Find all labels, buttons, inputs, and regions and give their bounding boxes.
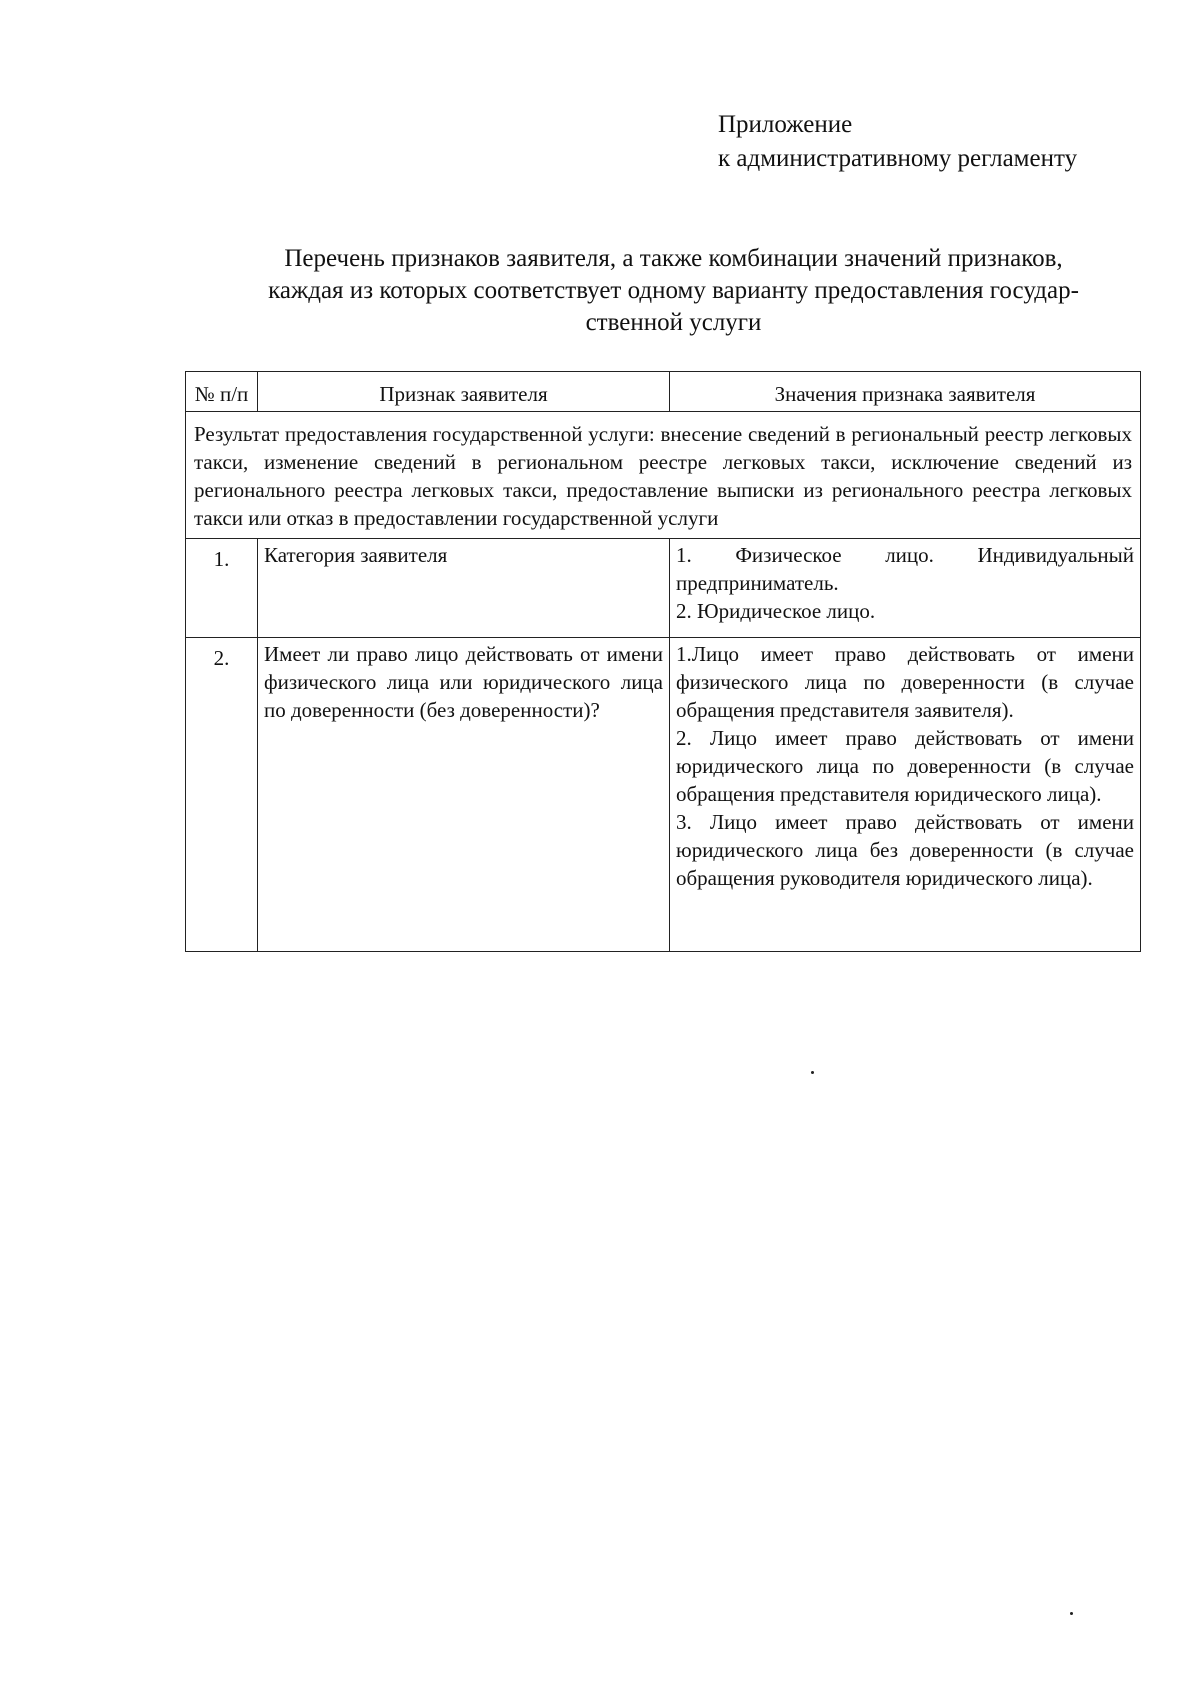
criteria-table [185,371,1141,952]
result-row [186,412,1141,539]
table-row [186,638,1141,952]
header-number: № п/п [186,372,258,412]
scan-speck [811,1071,814,1074]
row-number: 2. [186,638,258,952]
document-heading [205,243,1142,339]
heading-line-3: ственной услуги [585,309,762,336]
heading-line-1: Перечень признаков заявителя, а также комбинации значений признаков, [284,245,1063,272]
row-attribute: Имеет ли право лицо действовать от имени физического лица или юридического лица по доверенности (без доверенности)? [258,638,670,952]
row-values [670,638,1141,952]
appendix-title: Приложение [718,111,853,138]
scan-speck [1070,1612,1073,1615]
header-attribute: Признак заявителя [258,372,670,412]
value-item: 2. Юридическое лицо. [676,599,876,623]
header-values: Значения признака заявителя [670,372,1141,412]
value-item: 2. Лицо имеет право действовать от имени юридического лица по доверенности (в случае обращения представителя юридического лица). [676,726,1134,806]
value-item: 1. Физическое лицо. Индивидуальный предприниматель. [676,543,1134,595]
appendix-label [718,108,1077,176]
row-attribute: Категория заявителя [258,539,670,638]
value-item: 3. Лицо имеет право действовать от имени юридического лица без доверенности (в случае обращения руководителя юридического лица). [676,810,1134,890]
heading-line-2: каждая из которых соответствует одному варианту предоставления государ- [268,277,1079,304]
result-cell: Результат предоставления государственной услуги: внесение сведений в региональный реестр легковых такси, изменение сведений в региональном реестре легковых такси, исключение сведений из регионального реестра легковых такси, предоставление выписки из регионального реестра легковых такси или отказ в предоставлении государственной услуги [186,412,1141,539]
table-row [186,539,1141,638]
value-item: 1.Лицо имеет право действовать от имени физического лица по доверенности (в случае обращения представителя заявителя). [676,642,1134,722]
row-values [670,539,1141,638]
appendix-subtitle: к административному регламенту [718,145,1078,172]
row-number: 1. [186,539,258,638]
table-header-row [186,372,1141,412]
